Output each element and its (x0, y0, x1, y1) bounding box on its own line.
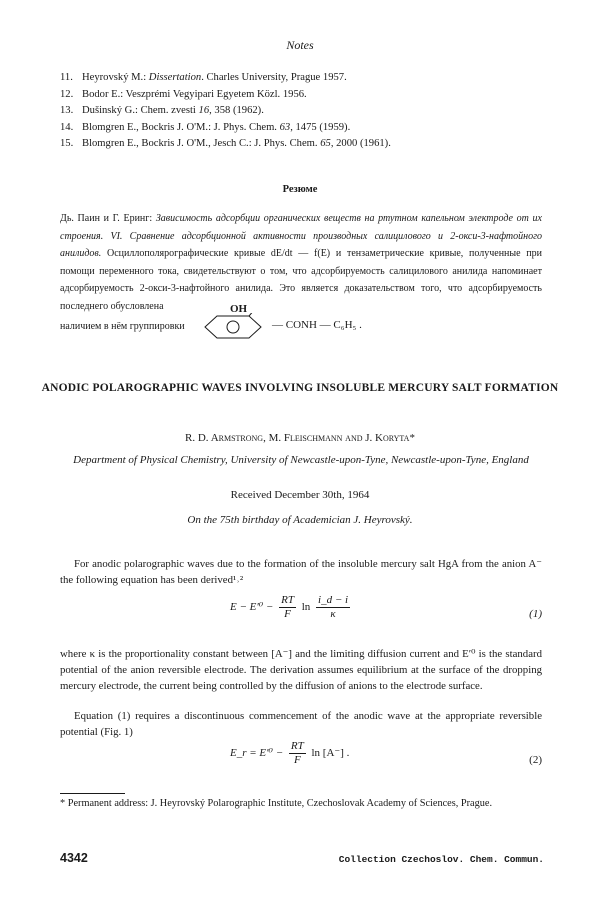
resume-authors: Дь. Паин и Г. Еринг: (60, 213, 156, 224)
reference-list (60, 70, 560, 153)
resume-ital-title: Зависимость адсорбции органических веществ на ртутном капельном электроде от их строения. VI. Сравнение адсорбционной активности производных салицилового и 2-окси-3-нафтойного анилидов. (60, 213, 542, 259)
reference-item: 13. Dušinský G.: Chem. zvesti 16, 358 (1962). (60, 105, 264, 116)
resume-last-line (60, 303, 542, 343)
reference-item: 11. Heyrovský M.: Dissertation. Charles University, Prague 1957. (60, 72, 347, 83)
running-header: Notes (286, 38, 314, 52)
equation-2-number: (2) (529, 754, 542, 766)
group-formula: — CONH — C₆H₅ . (272, 319, 362, 331)
footnote: * Permanent address: J. Heyrovský Polarographic Institute, Czechoslovak Academy of Sciences, Prague. (60, 798, 493, 809)
equation-1: E − E′⁰ − $\frac{RT}{F}$ ln $\frac{i\_d - i}{\kappa}$ (230, 594, 349, 620)
reference-item: 12. Bodor E.: Veszprémi Vegyipari Egyetem Közl. 1956. (60, 88, 307, 100)
article-authors: R. D. Armstrong, M. Fleischmann and J. Koryta* (185, 432, 415, 444)
article-affiliation: Department of Physical Chemistry, University of Newcastle-upon-Tyne, Newcastle-upon-Tyne, England (73, 454, 529, 466)
footnote-rule (60, 793, 125, 794)
received-date: Received December 30th, 1964 (230, 489, 370, 501)
benzene-ring-icon (197, 313, 269, 341)
reference-item: 14. Blomgren E., Bockris J. O'M.: J. Phys. Chem. 63, 1475 (1959). (60, 121, 351, 133)
equation-2: E_r = E′⁰ − $\frac{RT}{F}$ ln [A⁻] . (230, 740, 350, 766)
resume-title: Резюме (282, 184, 318, 195)
equation-1-number: (1) (529, 608, 542, 620)
resume-body (60, 210, 542, 315)
hydroxyl-group: OH (230, 303, 248, 315)
resume-text: Осциллополярографические кривые dE/dt — f(E) и тензаметрические кривые, полученные при помощи переменного тока, свидетельствуют о том, что адсорбируемость салицилового анилида напоминает адсорбируемость 2-окси-3-нафтойного анилида. Это является доказательством того, что адсорбируемость последнего обусловлена (60, 248, 542, 312)
paragraph-1: For anodic polarographic waves due to the formation of the insoluble mercury salt HgA from the anion A⁻ the following equation has been derived¹˒² (60, 558, 542, 586)
article-title: ANODIC POLAROGRAPHIC WAVES INVOLVING INSOLUBLE MERCURY SALT FORMATION (41, 382, 559, 394)
reference-item: 15. Blomgren E., Bockris J. O'M., Jesch C.: J. Phys. Chem. 65, 2000 (1961). (60, 138, 391, 149)
resume-last-text: наличием в нём группировки (60, 321, 185, 332)
paragraph-3: Equation (1) requires a discontinuous commencement of the anodic wave at the appropriate reversible potential (Fig. 1) (60, 710, 542, 738)
paragraph-2: where κ is the proportionality constant between [A⁻] and the limiting diffusion current and E′⁰ is the standard potential of the anion reversible electrode. The derivation assumes equilibrium at the surface of the dropping mercury electrode, the current being controlled by the diffusion of anions to the electrode surface. (60, 648, 542, 692)
page-number: 4342 (60, 851, 88, 865)
journal-name: Collection Czechoslov. Chem. Commun. (338, 854, 544, 865)
dedication: On the 75th birthday of Academician J. Heyrovský. (187, 514, 413, 526)
